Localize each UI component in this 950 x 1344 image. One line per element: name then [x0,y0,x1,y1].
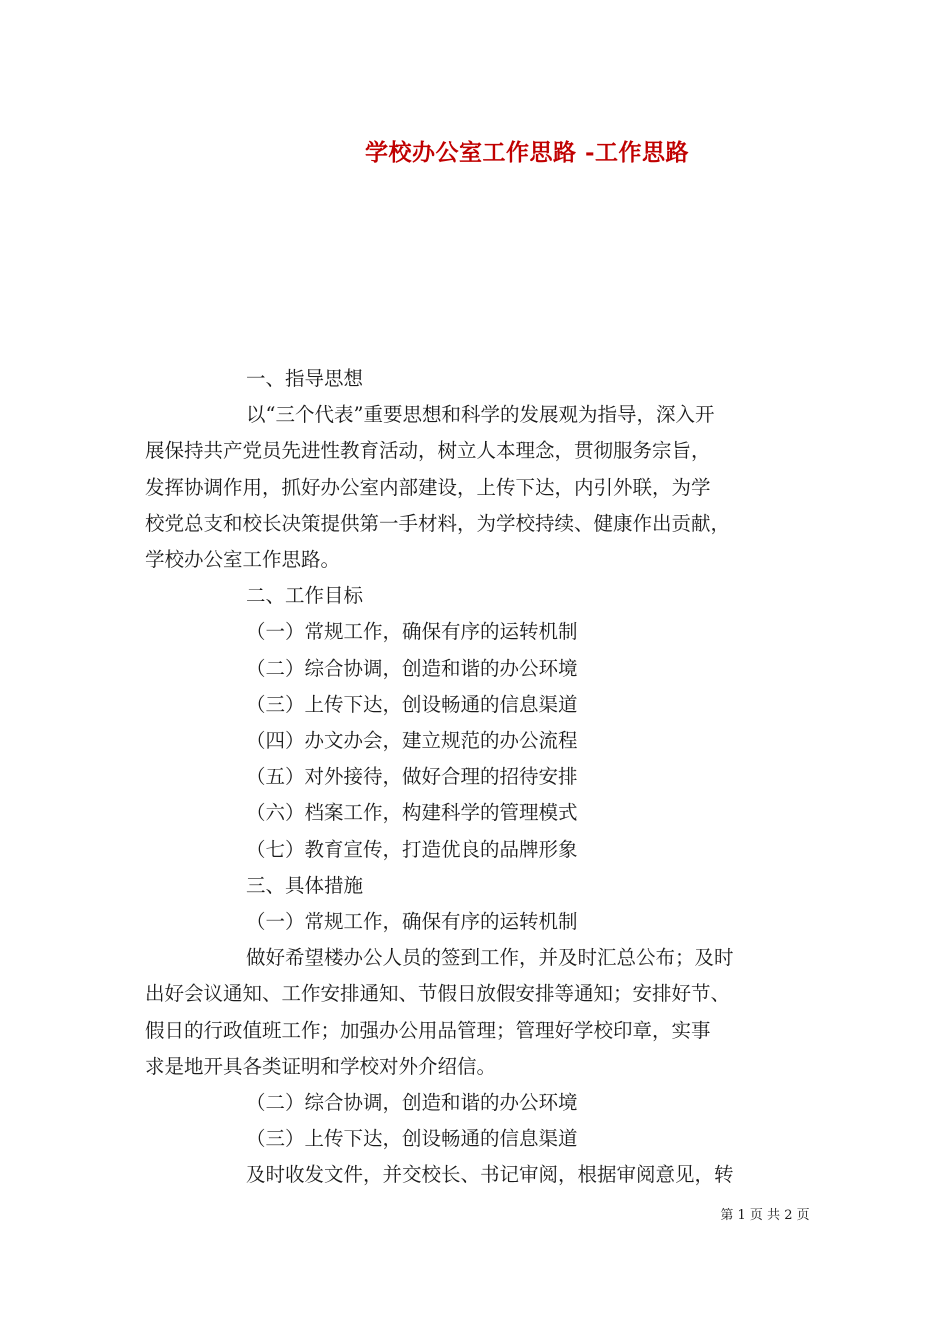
body-line: 发挥协调作用，抓好办公室内部建设，上传下达，内引外联，为学 [145,475,711,499]
body-line: （二）综合协调，创造和谐的办公环境 [246,656,578,680]
body-line: 以“三个代表”重要思想和科学的发展观为指导，深入开 [246,403,715,427]
body-line: 二、工作目标 [246,584,364,608]
body-line: （三）上传下达，创设畅通的信息渠道 [246,1127,578,1151]
document-title: 学校办公室工作思路 -工作思路 [364,139,690,166]
body-line: （二）综合协调，创造和谐的办公环境 [246,1091,578,1115]
body-line: 做好希望楼办公人员的签到工作，并及时汇总公布；及时 [246,946,734,970]
body-line: （七）教育宣传，打造优良的品牌形象 [246,837,578,861]
page-number-footer: 第 1 页 共 2 页 [720,1208,810,1223]
body-line: 假日的行政值班工作；加强办公用品管理；管理好学校印章，实事 [145,1018,711,1042]
document-body [145,361,815,1194]
body-line: 三、具体措施 [246,873,364,897]
body-line: 一、指导思想 [246,367,364,390]
body-line: 求是地开具各类证明和学校对外介绍信。 [145,1054,497,1078]
body-line: （四）办文办会，建立规范的办公流程 [246,729,578,753]
body-line: 展保持共产党员先进性教育活动，树立人本理念，贯彻服务宗旨， [145,439,711,463]
body-line: 校党总支和校长决策提供第一手材料，为学校持续、健康作出贡献， [145,511,731,535]
body-line: （五）对外接待，做好合理的招待安排 [246,765,578,789]
body-line: 出好会议通知、工作安排通知、节假日放假安排等通知；安排好节、 [145,982,731,1006]
body-line: （三）上传下达，创设畅通的信息渠道 [246,692,578,716]
body-line: 学校办公室工作思路。 [145,548,341,572]
body-line: （一）常规工作，确保有序的运转机制 [246,620,578,644]
body-line: 及时收发文件，并交校长、书记审阅，根据审阅意见，转 [246,1163,734,1187]
body-line: （一）常规工作，确保有序的运转机制 [246,910,578,934]
body-line: （六）档案工作，构建科学的管理模式 [246,801,578,825]
